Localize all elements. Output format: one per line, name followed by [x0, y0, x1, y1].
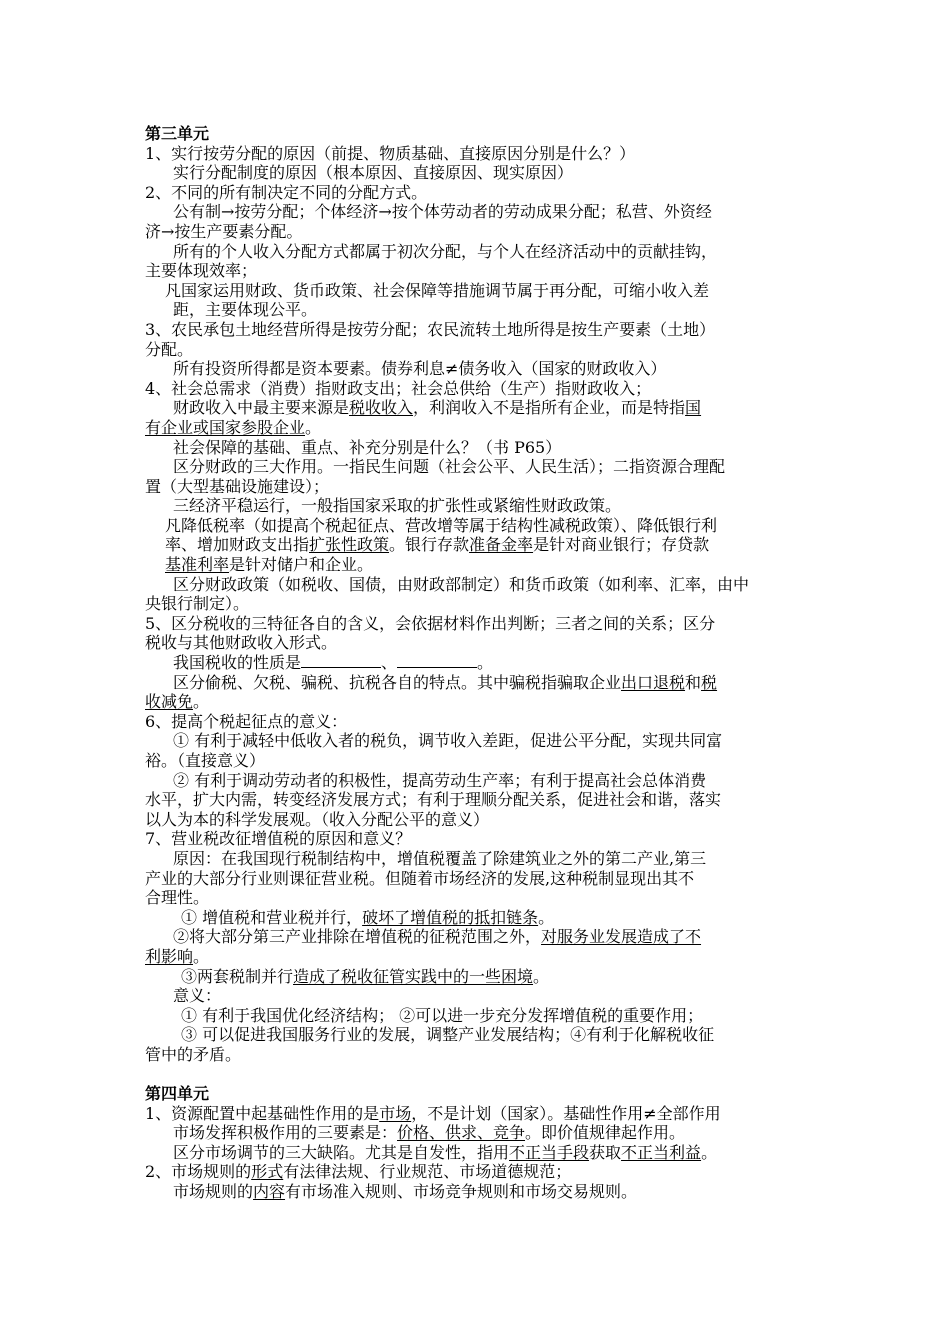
underlined-term: 出口退税 — [621, 672, 686, 692]
text-line: 社会保障的基础、重点、补充分别是什么？（书 P65） — [173, 437, 562, 457]
text-line: 我国税收的性质是 、 。 — [173, 653, 494, 673]
text-line: 7、营业税改征增值税的原因和意义？ — [145, 829, 412, 849]
underlined-term: 有企业或国家参股企业 — [145, 417, 306, 437]
underlined-term: 形式 — [251, 1162, 284, 1182]
underlined-term: 市场 — [379, 1103, 412, 1123]
underlined-term: 不正当利益 — [621, 1142, 702, 1162]
text-line: 所有投资所得都是资本要素。债券利息≠债务收入（国家的财政收入） — [173, 359, 667, 379]
underlined-term: 价格、供求、竞争 — [397, 1123, 526, 1143]
underlined-term: 扩张性政策 — [309, 535, 390, 555]
text-line: 财政收入中最主要来源是税收收入，利润收入不是指所有企业，而是特指国 — [173, 398, 702, 418]
text-line: 央银行制定）。 — [145, 594, 250, 614]
text-line: 济→按生产要素分配。 — [145, 221, 303, 241]
text-line: 市场发挥积极作用的三要素是：价格、供求、竞争。即价值规律起作用。 — [173, 1123, 686, 1143]
text-line: 原因：在我国现行税制结构中，增值税覆盖了除建筑业之外的第二产业,第三 — [173, 848, 707, 868]
text-line: 凡国家运用财政、货币政策、社会保障等措施调节属于再分配，可缩小收入差 — [165, 280, 710, 300]
text-line: 以人为本的科学发展观。（收入分配公平的意义） — [145, 809, 490, 829]
text-line: 合理性。 — [145, 888, 210, 908]
document-page — [145, 124, 810, 1202]
underlined-term: 破坏了增值税的抵扣链条 — [362, 907, 539, 927]
text-line: 实行分配制度的原因（根本原因、直接原因、现实原因） — [173, 163, 574, 183]
text-line: 三经济平稳运行，一般指国家采取的扩张性或紧缩性财政政策。 — [173, 496, 622, 516]
text-line: ① 增值税和营业税并行，破坏了增值税的抵扣链条。 — [181, 907, 555, 927]
text-line: 4、社会总需求（消费）指财政支出；社会总供给（生产）指财政收入； — [145, 378, 652, 398]
fill-blank — [397, 653, 477, 668]
text-line: 2、不同的所有制决定不同的分配方式。 — [145, 182, 428, 202]
text-line: 率、增加财政支出指扩张性政策。银行存款准备金率是针对商业银行；存贷款 — [165, 535, 710, 555]
underlined-term: 造成了税收征管实践中的一些困境 — [293, 966, 534, 986]
text-line: 1、实行按劳分配的原因（前提、物质基础、直接原因分别是什么？） — [145, 143, 636, 163]
text-line: 区分市场调节的三大缺陷。尤其是自发性，指用不正当手段获取不正当利益。 — [173, 1142, 718, 1162]
underlined-term: 对服务业发展造成了不 — [541, 927, 702, 947]
text-line: 分配。 — [145, 339, 194, 359]
text-line: ③ 可以促进我国服务行业的发展，调整产业发展结构；④有利于化解税收征 — [181, 1025, 715, 1045]
text-line: 管中的矛盾。 — [145, 1044, 242, 1064]
text-line: 有企业或国家参股企业。 — [145, 417, 322, 437]
text-line: 裕。（直接意义） — [145, 751, 266, 770]
fill-blank — [301, 653, 381, 668]
text-line: 凡降低税率（如提高个税起征点、营改增等属于结构性减税政策）、降低银行利 — [165, 515, 718, 535]
text-line: 产业的大部分行业则课征营业税。但随着市场经济的发展,这种税制显现出其不 — [145, 868, 695, 888]
text-line: 收减免。 — [145, 692, 210, 712]
text-line: 1、资源配置中起基础性作用的是市场，不是计划（国家）。基础性作用≠全部作用 — [145, 1103, 721, 1123]
text-line: 利影响。 — [145, 946, 210, 966]
text-line: 区分财政政策（如税收、国债，由财政部制定）和货币政策（如利率、汇率，由中 — [173, 574, 750, 594]
unit3-title: 第三单元 — [145, 124, 210, 143]
underlined-term: 利影响 — [145, 946, 194, 966]
text-line: 所有的个人收入分配方式都属于初次分配，与个人在经济活动中的贡献挂钩， — [173, 241, 718, 261]
text-line: 意义： — [173, 986, 222, 1006]
text-line: 主要体现效率； — [145, 261, 258, 281]
text-line: 公有制→按劳分配；个体经济→按个体劳动者的劳动成果分配；私营、外资经 — [173, 202, 712, 222]
text-line: 置（大型基础设施建设）； — [145, 476, 330, 496]
text-line: 区分偷税、欠税、骗税、抗税各自的特点。其中骗税指骗取企业出口退税和税 — [173, 672, 718, 692]
text-line: 基准利率是针对储户和企业。 — [165, 555, 374, 575]
text-line: ① 有利于我国优化经济结构； ②可以进一步充分发挥增值税的重要作用； — [181, 1005, 704, 1025]
text-line: 2、市场规则的形式有法律法规、行业规范、市场道德规范； — [145, 1162, 572, 1182]
text-line: ② 有利于调动劳动者的积极性，提高劳动生产率；有利于提高社会总体消费 — [173, 770, 707, 790]
text-line: ②将大部分第三产业排除在增值税的征税范围之外，对服务业发展造成了不 — [173, 927, 702, 947]
text-line: 5、区分税收的三特征各自的含义，会依据材料作出判断；三者之间的关系；区分 — [145, 613, 716, 633]
underlined-term: 内容 — [253, 1182, 286, 1202]
underlined-term: 国 — [685, 398, 702, 418]
text-line: 市场规则的内容有市场准入规则、市场竞争规则和市场交易规则。 — [173, 1182, 638, 1202]
text-line: 税收与其他财政收入形式。 — [145, 633, 338, 653]
underlined-term: 基准利率 — [165, 555, 230, 575]
underlined-term: 税收收入 — [349, 398, 414, 418]
unit4-title: 第四单元 — [145, 1084, 210, 1104]
text-line: ① 有利于减轻中低收入者的税负，调节收入差距，促进公平分配，实现共同富 — [173, 731, 723, 751]
underlined-term: 准备金率 — [469, 535, 534, 555]
text-line: 6、提高个税起征点的意义： — [145, 711, 348, 731]
underlined-term: 不正当手段 — [509, 1142, 590, 1162]
text-line: 区分财政的三大作用。一指民生问题（社会公平、人民生活）；二指资源合理配 — [173, 457, 726, 477]
text-line: 3、农民承包土地经营所得是按劳分配；农民流转土地所得是按生产要素（土地） — [145, 319, 716, 339]
underlined-term: 税 — [701, 672, 718, 692]
text-line: 距，主要体现公平。 — [173, 300, 318, 320]
underlined-term: 收减免 — [145, 692, 194, 712]
text-line: ③两套税制并行造成了税收征管实践中的一些困境。 — [181, 966, 550, 986]
text-line: 水平，扩大内需，转变经济发展方式；有利于理顺分配关系，促进社会和谐，落实 — [145, 790, 722, 810]
spacer — [145, 1065, 810, 1085]
